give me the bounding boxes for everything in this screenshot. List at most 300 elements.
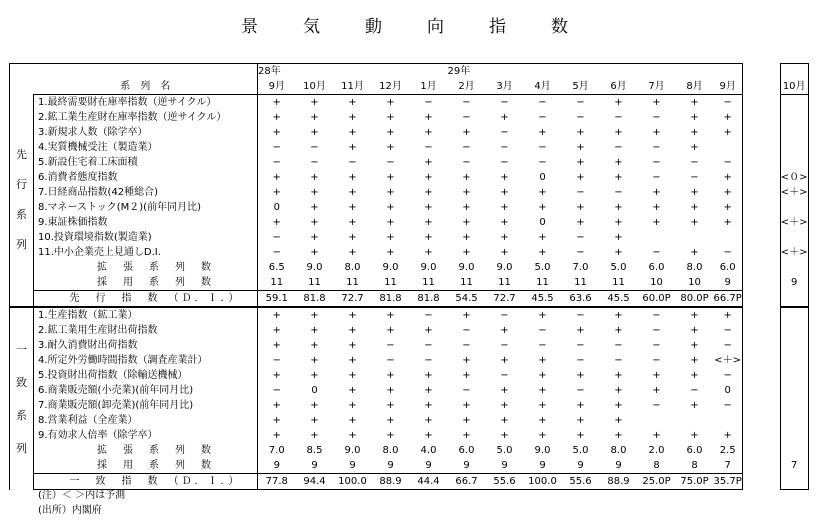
indicator-value: − bbox=[272, 354, 281, 366]
indicator-value: + bbox=[272, 399, 281, 411]
indicator-value: + bbox=[714, 215, 743, 230]
indicator-value: + bbox=[348, 111, 357, 123]
indicator-value: + bbox=[690, 429, 699, 441]
indicator-value: + bbox=[690, 246, 699, 258]
indicator-value: <＋> bbox=[780, 245, 808, 260]
indicator-value: + bbox=[538, 384, 547, 396]
indicator-value bbox=[780, 428, 808, 443]
indicator-name: 9.東証株価指数 bbox=[34, 215, 258, 230]
indicator-value: + bbox=[652, 186, 661, 198]
count-value: 4.0 bbox=[420, 444, 437, 456]
month-header: 10月 bbox=[780, 79, 808, 95]
gap-cell bbox=[742, 383, 780, 398]
indicator-value: − bbox=[462, 111, 471, 123]
indicator-value: + bbox=[310, 111, 319, 123]
indicator-value: − bbox=[386, 156, 395, 168]
indicator-value: + bbox=[424, 324, 433, 336]
count-value: 9 bbox=[311, 459, 318, 471]
indicator-value: + bbox=[386, 111, 395, 123]
indicator-value: − bbox=[538, 324, 547, 336]
indicator-value: <０> bbox=[780, 170, 808, 185]
expanding-count-row bbox=[10, 443, 809, 458]
count-value: 7 bbox=[780, 458, 808, 474]
header-blank bbox=[780, 64, 808, 80]
indicator-value: + bbox=[500, 384, 509, 396]
month-header: 11月 bbox=[334, 79, 372, 95]
gap-cell bbox=[742, 110, 780, 125]
indicator-value: − bbox=[272, 246, 281, 258]
header-blank bbox=[34, 64, 258, 80]
indicator-value: − bbox=[272, 384, 281, 396]
indicator-value: + bbox=[348, 216, 357, 228]
indicator-value: − bbox=[714, 155, 743, 170]
indicator-value: + bbox=[348, 126, 357, 138]
indicator-value: + bbox=[424, 126, 433, 138]
indicator-value: + bbox=[614, 156, 623, 168]
indicator-value: + bbox=[576, 216, 585, 228]
di-value: 60.0P bbox=[638, 291, 676, 308]
gap-cell bbox=[742, 185, 780, 200]
indicator-value bbox=[780, 413, 808, 428]
indicator-value: + bbox=[524, 307, 562, 323]
indicator-value: + bbox=[652, 429, 661, 441]
indicator-value: + bbox=[310, 231, 319, 243]
month-header: 2月 bbox=[448, 79, 486, 95]
indicator-value: + bbox=[448, 307, 486, 323]
indicator-row bbox=[10, 307, 809, 323]
count-value: 10 bbox=[688, 276, 701, 288]
indicator-value: + bbox=[614, 201, 623, 213]
indicator-value: + bbox=[348, 384, 357, 396]
di-value: 72.7 bbox=[486, 291, 524, 308]
header-blank bbox=[714, 64, 743, 80]
indicator-value: + bbox=[538, 231, 547, 243]
indicator-value bbox=[780, 140, 808, 155]
indicator-value: + bbox=[272, 186, 281, 198]
indicator-value: + bbox=[690, 186, 699, 198]
indicator-value: + bbox=[386, 171, 395, 183]
indicator-value: − bbox=[538, 339, 547, 351]
indicator-value: + bbox=[272, 216, 281, 228]
indicator-value: − bbox=[486, 307, 524, 323]
indicator-value: − bbox=[272, 141, 281, 153]
indicator-value: + bbox=[614, 384, 623, 396]
indicator-value: + bbox=[310, 354, 319, 366]
indicator-value: + bbox=[538, 399, 547, 411]
indicator-value: + bbox=[500, 171, 509, 183]
count-value: 5.0 bbox=[534, 261, 551, 273]
indicator-value: + bbox=[462, 354, 471, 366]
indicator-value: + bbox=[348, 414, 357, 426]
indicator-value: + bbox=[462, 126, 471, 138]
indicator-value: + bbox=[652, 384, 661, 396]
gap-cell bbox=[742, 245, 780, 260]
indicator-value bbox=[676, 413, 714, 428]
indicator-value: − bbox=[500, 339, 509, 351]
count-value: 8.5 bbox=[306, 444, 323, 456]
gap-cell bbox=[742, 155, 780, 170]
di-value: 54.5 bbox=[448, 291, 486, 308]
header-gap bbox=[742, 79, 780, 95]
indicator-value: + bbox=[348, 246, 357, 258]
indicator-value: + bbox=[500, 354, 509, 366]
indicator-value: + bbox=[310, 216, 319, 228]
di-value: 77.8 bbox=[258, 474, 296, 490]
indicator-value: + bbox=[690, 354, 699, 366]
indicator-value bbox=[638, 230, 676, 245]
month-header: 12月 bbox=[372, 79, 410, 95]
indicator-value: 0 bbox=[311, 384, 318, 396]
di-value: 45.5 bbox=[524, 291, 562, 308]
adopted-count-row bbox=[10, 275, 809, 291]
count-value: 8 bbox=[653, 459, 660, 471]
indicator-value: + bbox=[386, 429, 395, 441]
indicator-value: + bbox=[600, 307, 638, 323]
indicator-value: − bbox=[714, 368, 743, 383]
count-value: 9 bbox=[387, 459, 394, 471]
di-value: 81.8 bbox=[296, 291, 334, 308]
header-blank bbox=[296, 64, 334, 80]
indicator-value: − bbox=[690, 171, 699, 183]
indicator-value: + bbox=[348, 339, 357, 351]
indicator-name: 2.鉱工業用生産財出荷指数 bbox=[34, 323, 258, 338]
di-value: 66.7 bbox=[448, 474, 486, 490]
indicator-value: − bbox=[562, 307, 600, 323]
note-text: (注）＜ ＞内は予測 bbox=[38, 490, 126, 501]
indicator-row bbox=[10, 155, 809, 170]
indicator-value: − bbox=[652, 354, 661, 366]
indicator-value: + bbox=[690, 141, 699, 153]
indicator-value: + bbox=[348, 96, 357, 108]
indicator-name: 2.鉱工業生産財在庫率指数（逆サイクル） bbox=[34, 110, 258, 125]
indicator-value: + bbox=[424, 399, 433, 411]
indicator-value: + bbox=[500, 231, 509, 243]
di-value: 45.5 bbox=[600, 291, 638, 308]
indicator-value: + bbox=[424, 171, 433, 183]
indicator-value: + bbox=[386, 186, 395, 198]
count-value: 2.5 bbox=[714, 443, 743, 458]
count-value bbox=[780, 443, 808, 458]
indicator-value: + bbox=[614, 324, 623, 336]
indicator-value bbox=[780, 307, 808, 323]
indicator-value: + bbox=[714, 428, 743, 443]
count-value bbox=[780, 260, 808, 275]
indicator-value: + bbox=[348, 324, 357, 336]
indicator-value: + bbox=[272, 96, 281, 108]
indicator-row bbox=[10, 185, 809, 200]
indicator-value: <＋> bbox=[780, 215, 808, 230]
month-header: 7月 bbox=[638, 79, 676, 95]
indicator-value: + bbox=[272, 111, 281, 123]
gap-cell bbox=[742, 307, 780, 323]
indicator-row bbox=[10, 398, 809, 413]
indicator-value: + bbox=[310, 339, 319, 351]
count-value: 11 bbox=[612, 276, 625, 288]
indicator-value: + bbox=[538, 369, 547, 381]
indicator-value: + bbox=[272, 369, 281, 381]
gap-cell bbox=[742, 474, 780, 490]
indicator-row bbox=[10, 230, 809, 245]
indicator-value: + bbox=[334, 307, 372, 323]
indicator-name: 4.実質機械受注（製造業） bbox=[34, 140, 258, 155]
indicator-value: + bbox=[348, 171, 357, 183]
indicator-name: 4.所定外労働時間指数（調査産業計） bbox=[34, 353, 258, 368]
indicator-value: − bbox=[462, 384, 471, 396]
indicator-value: + bbox=[310, 246, 319, 258]
indicator-row bbox=[10, 353, 809, 368]
indicator-value: − bbox=[538, 96, 547, 108]
indicator-value: + bbox=[296, 307, 334, 323]
indicator-name: 3.新規求人数（除学卒） bbox=[34, 125, 258, 140]
count-value: 9 bbox=[349, 459, 356, 471]
di-value: 35.7P bbox=[714, 474, 743, 490]
month-header: 1月 bbox=[410, 79, 448, 95]
count-value: 7.0 bbox=[572, 261, 589, 273]
indicator-value: − bbox=[690, 384, 699, 396]
indicator-value: + bbox=[424, 201, 433, 213]
count-value: 7.0 bbox=[268, 444, 285, 456]
month-header: 6月 bbox=[600, 79, 638, 95]
indicator-value: + bbox=[310, 186, 319, 198]
indicator-value: − bbox=[652, 246, 661, 258]
count-value: 11 bbox=[308, 276, 321, 288]
category-char: 行 bbox=[16, 178, 27, 192]
indicator-value: + bbox=[386, 384, 395, 396]
indicator-value: − bbox=[272, 156, 281, 168]
indicator-value: + bbox=[424, 156, 433, 168]
indicator-value: + bbox=[348, 369, 357, 381]
di-value: 88.9 bbox=[372, 474, 410, 490]
indicator-value: + bbox=[310, 171, 319, 183]
indicator-value: + bbox=[538, 354, 547, 366]
indicator-value: + bbox=[272, 339, 281, 351]
indicator-value: 0 bbox=[539, 171, 546, 183]
indicator-value: + bbox=[690, 324, 699, 336]
indicator-value: − bbox=[424, 141, 433, 153]
indicator-value: + bbox=[424, 429, 433, 441]
di-value: 25.0P bbox=[638, 474, 676, 490]
indicator-value: − bbox=[538, 111, 547, 123]
indicator-value: + bbox=[500, 246, 509, 258]
header-row-months bbox=[10, 79, 809, 95]
indicator-value: + bbox=[690, 126, 699, 138]
count-value: 5.0 bbox=[496, 444, 513, 456]
di-value: 55.6 bbox=[562, 474, 600, 490]
indicator-value: 0 bbox=[273, 201, 280, 213]
count-value: 5.0 bbox=[610, 261, 627, 273]
indicator-value: + bbox=[576, 141, 585, 153]
indicator-value: − bbox=[714, 338, 743, 353]
indicator-row bbox=[10, 95, 809, 111]
count-value: 6.0 bbox=[686, 444, 703, 456]
category-char: 列 bbox=[16, 238, 27, 252]
indicator-value: − bbox=[576, 354, 585, 366]
indicator-value: + bbox=[614, 246, 623, 258]
indicator-value: <＋> bbox=[780, 185, 808, 200]
indicator-name: 8.営業利益（全産業） bbox=[34, 413, 258, 428]
indicator-value: + bbox=[424, 111, 433, 123]
indicator-value: + bbox=[310, 399, 319, 411]
indicator-value: + bbox=[652, 369, 661, 381]
count-value: 8.0 bbox=[686, 261, 703, 273]
header-blank bbox=[524, 64, 562, 80]
count-value: 9.0 bbox=[534, 444, 551, 456]
indicator-value bbox=[714, 413, 743, 428]
indicator-value: + bbox=[424, 231, 433, 243]
count-value: 10 bbox=[650, 276, 663, 288]
indicator-table bbox=[9, 63, 809, 490]
indicator-value: + bbox=[272, 126, 281, 138]
indicator-value: + bbox=[386, 231, 395, 243]
indicator-value: + bbox=[576, 201, 585, 213]
gap-cell bbox=[742, 260, 780, 275]
gap-cell bbox=[742, 230, 780, 245]
indicator-value: − bbox=[576, 231, 585, 243]
count-label: 拡 張 系 列 数 bbox=[34, 260, 258, 275]
indicator-value: + bbox=[424, 369, 433, 381]
indicator-value: − bbox=[690, 156, 699, 168]
indicator-value: − bbox=[652, 324, 661, 336]
category-char: 先 bbox=[16, 148, 27, 162]
indicator-value: − bbox=[652, 171, 661, 183]
count-value: 11 bbox=[460, 276, 473, 288]
indicator-value bbox=[780, 200, 808, 215]
indicator-value: + bbox=[424, 186, 433, 198]
indicator-value: − bbox=[714, 323, 743, 338]
indicator-value: + bbox=[500, 216, 509, 228]
indicator-value: + bbox=[386, 246, 395, 258]
count-value: 2.0 bbox=[648, 444, 665, 456]
category-label bbox=[10, 95, 34, 308]
indicator-value bbox=[780, 125, 808, 140]
gap-cell bbox=[742, 443, 780, 458]
count-value: 9 bbox=[425, 459, 432, 471]
header-blank bbox=[600, 64, 638, 80]
count-value: 9 bbox=[501, 459, 508, 471]
header-blank bbox=[486, 64, 524, 80]
source-text: (出所）内閣府 bbox=[38, 505, 102, 516]
indicator-row bbox=[10, 413, 809, 428]
count-label: 採 用 系 列 数 bbox=[34, 458, 258, 474]
indicator-value: − bbox=[424, 96, 433, 108]
indicator-value: + bbox=[424, 216, 433, 228]
indicator-value: + bbox=[690, 96, 699, 108]
month-header: 8月 bbox=[676, 79, 714, 95]
gap-cell bbox=[742, 170, 780, 185]
indicator-value: − bbox=[462, 339, 471, 351]
gap-cell bbox=[742, 413, 780, 428]
gap-cell bbox=[742, 398, 780, 413]
indicator-name: 1.最終需要財在庫率指数（逆サイクル） bbox=[34, 95, 258, 111]
indicator-name: 6.消費者態度指数 bbox=[34, 170, 258, 185]
indicator-row bbox=[10, 245, 809, 260]
indicator-value: + bbox=[272, 324, 281, 336]
indicator-value: + bbox=[462, 171, 471, 183]
indicator-value: + bbox=[690, 399, 699, 411]
month-header: 4月 bbox=[524, 79, 562, 95]
gap-cell bbox=[742, 200, 780, 215]
indicator-value: + bbox=[348, 186, 357, 198]
count-value: 9.0 bbox=[420, 261, 437, 273]
indicator-value: + bbox=[386, 414, 395, 426]
category-char: 一 bbox=[16, 342, 27, 356]
di-value: 55.6 bbox=[486, 474, 524, 490]
indicator-value: + bbox=[348, 141, 357, 153]
gap-cell bbox=[742, 368, 780, 383]
indicator-value: − bbox=[500, 369, 509, 381]
indicator-value: + bbox=[690, 111, 699, 123]
month-header: 9月 bbox=[258, 79, 296, 95]
indicator-value: + bbox=[310, 324, 319, 336]
indicator-value bbox=[676, 230, 714, 245]
di-label: 一 致 指 数 （Ｄ．Ｉ．） bbox=[34, 474, 258, 490]
indicator-value: − bbox=[538, 156, 547, 168]
indicator-value: + bbox=[500, 399, 509, 411]
indicator-value: − bbox=[652, 156, 661, 168]
indicator-name: 1.生産指数（鉱工業） bbox=[34, 307, 258, 323]
count-value: 7 bbox=[714, 458, 743, 474]
count-value: 9 bbox=[780, 275, 808, 291]
indicator-value: + bbox=[652, 96, 661, 108]
indicator-value: − bbox=[652, 111, 661, 123]
indicator-value: − bbox=[614, 186, 623, 198]
gap-cell bbox=[742, 338, 780, 353]
di-value: 44.4 bbox=[410, 474, 448, 490]
indicator-value: + bbox=[424, 246, 433, 258]
indicator-value bbox=[780, 368, 808, 383]
di-value: 100.0 bbox=[524, 474, 562, 490]
header-blank bbox=[334, 64, 372, 80]
indicator-value: + bbox=[576, 171, 585, 183]
indicator-value: + bbox=[386, 324, 395, 336]
indicator-value: − bbox=[576, 96, 585, 108]
count-value: 6.0 bbox=[714, 260, 743, 275]
count-value: 8.0 bbox=[382, 444, 399, 456]
indicator-value: + bbox=[462, 231, 471, 243]
indicator-value: + bbox=[614, 126, 623, 138]
indicator-value: − bbox=[386, 354, 395, 366]
count-value: 11 bbox=[422, 276, 435, 288]
indicator-value: + bbox=[690, 339, 699, 351]
indicator-value: − bbox=[462, 141, 471, 153]
indicator-value: − bbox=[500, 96, 509, 108]
indicator-value: + bbox=[538, 414, 547, 426]
indicator-value: + bbox=[500, 186, 509, 198]
indicator-name: 7.日経商品指数(42種総合) bbox=[34, 185, 258, 200]
gap-cell bbox=[742, 140, 780, 155]
count-value: 9 bbox=[577, 459, 584, 471]
di-value: 88.9 bbox=[600, 474, 638, 490]
di-value: 80.0P bbox=[676, 291, 714, 308]
indicator-row bbox=[10, 140, 809, 155]
gap-cell bbox=[742, 275, 780, 291]
indicator-value: 0 bbox=[714, 383, 743, 398]
indicator-value: + bbox=[348, 231, 357, 243]
adopted-count-row bbox=[10, 458, 809, 474]
di-label: 先 行 指 数 （Ｄ．Ｉ．） bbox=[34, 291, 258, 308]
indicator-value: + bbox=[462, 369, 471, 381]
indicator-value: − bbox=[462, 156, 471, 168]
indicator-value: + bbox=[614, 399, 623, 411]
indicator-value: + bbox=[258, 307, 296, 323]
indicator-value: + bbox=[690, 369, 699, 381]
count-value: 9 bbox=[714, 275, 743, 291]
indicator-value: + bbox=[348, 399, 357, 411]
month-header: 3月 bbox=[486, 79, 524, 95]
indicator-name: 5.投資財出荷指数（除輸送機械） bbox=[34, 368, 258, 383]
indicator-value: + bbox=[272, 171, 281, 183]
indicator-value: − bbox=[462, 324, 471, 336]
